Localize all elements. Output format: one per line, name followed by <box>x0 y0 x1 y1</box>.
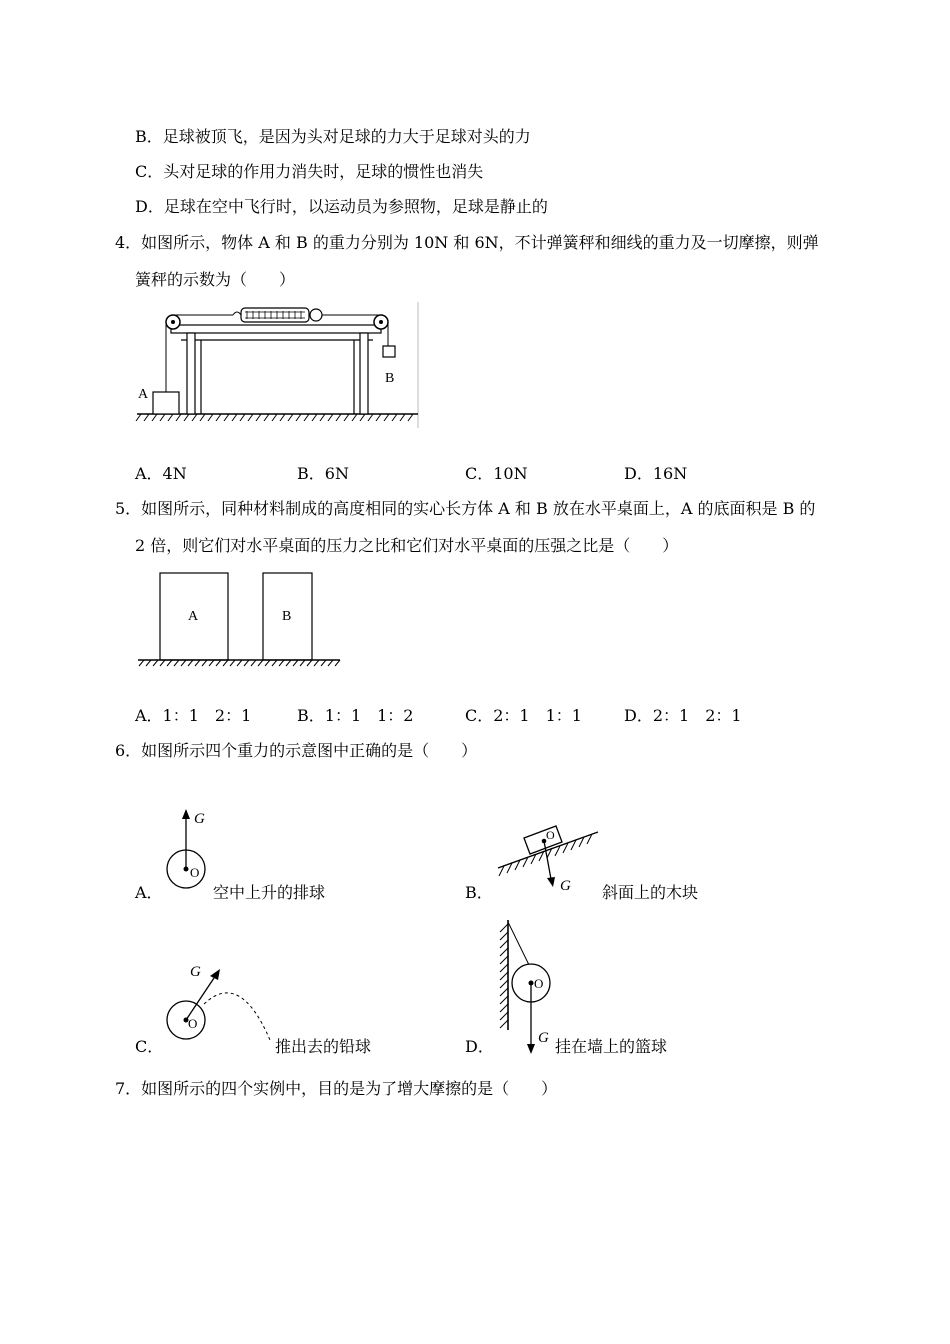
q6b-center-label: O <box>546 828 555 842</box>
q5-stem-line1: 5．如图所示，同种材料制成的高度相同的实心长方体 A 和 B 放在水平桌面上，A 的底面积是 B 的 <box>115 499 816 518</box>
q6-figure-c-shotput <box>160 960 275 1042</box>
q4-option-c: C．10N <box>465 464 528 483</box>
q6-option-a-letter: A． <box>135 883 163 902</box>
q6-option-c-letter: C． <box>135 1037 164 1056</box>
q6d-force-label: G <box>538 1030 549 1046</box>
q5-option-b: B．1：1 1：2 <box>297 706 414 725</box>
q6-option-c-caption: 推出去的铅球 <box>275 1037 372 1056</box>
q6c-center-label: O <box>188 1016 198 1031</box>
q6c-force-label: G <box>190 964 201 980</box>
q6-stem: 6．如图所示四个重力的示意图中正确的是（ ） <box>115 741 478 760</box>
q6d-center-label: O <box>534 976 544 991</box>
q4-option-d: D．16N <box>624 464 688 483</box>
q4-stem-line2: 簧秤的示数为（ ） <box>135 270 296 289</box>
q5-stem-line2: 2 倍，则它们对水平桌面的压力之比和它们对水平桌面的压强之比是（ ） <box>135 536 679 555</box>
q6-option-b-letter: B． <box>465 883 493 902</box>
q6a-force-label: G <box>194 811 205 827</box>
q6-figure-a-volleyball <box>160 805 220 895</box>
q6-option-b-caption: 斜面上的木块 <box>602 883 699 902</box>
q6b-force-label: G <box>560 878 571 894</box>
q6-figure-d-hanging-basketball <box>490 918 560 1058</box>
q6-figure-b-incline-block <box>494 818 604 898</box>
q4-label-b: B <box>385 371 395 386</box>
q4-label-a: A <box>138 387 149 402</box>
q4-stem-line1: 4．如图所示，物体 A 和 B 的重力分别为 10N 和 6N，不计弹簧秤和细线的重力及一切摩擦，则弹 <box>115 233 819 252</box>
q6-option-d-letter: D． <box>465 1037 494 1056</box>
q4-option-a: A．4N <box>135 464 187 483</box>
q5-label-b: B <box>282 609 292 624</box>
q6a-center-label: O <box>190 865 200 880</box>
q3-option-b: B．足球被顶飞，是因为头对足球的力大于足球对头的力 <box>135 127 531 146</box>
q5-option-c: C．2：1 1：1 <box>465 706 582 725</box>
q3-option-d: D．足球在空中飞行时，以运动员为参照物，足球是静止的 <box>135 197 548 216</box>
q4-option-b: B．6N <box>297 464 349 483</box>
q6-option-d-caption: 挂在墙上的篮球 <box>555 1037 668 1056</box>
q6-option-a-caption: 空中上升的排球 <box>213 883 326 902</box>
q7-stem: 7．如图所示的四个实例中，目的是为了增大摩擦的是（ ） <box>115 1079 558 1098</box>
q4-figure-spring-scale <box>133 300 423 430</box>
q5-figure-blocks <box>136 570 344 670</box>
q5-option-a: A．1：1 2：1 <box>135 706 252 725</box>
q5-label-a: A <box>188 609 199 624</box>
q5-option-d: D．2：1 2：1 <box>624 706 742 725</box>
q3-option-c: C．头对足球的作用力消失时，足球的惯性也消失 <box>135 162 484 181</box>
